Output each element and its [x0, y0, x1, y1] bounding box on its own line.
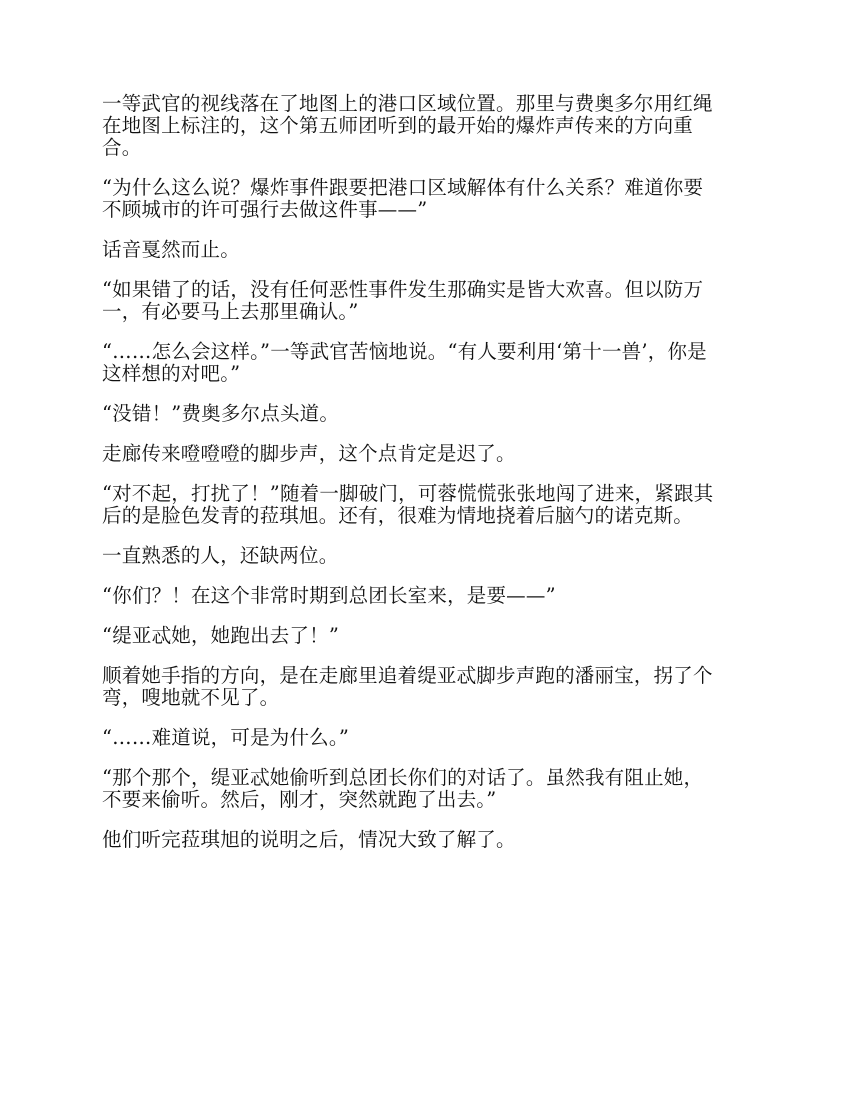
paragraph-13: “……难道说，可是为什么。”	[102, 726, 349, 749]
paragraph-9: 一直熟悉的人，还缺两位。	[102, 544, 339, 567]
paragraph-10: “你们？！在这个非常时期到总团长室来，是要——”	[102, 584, 556, 607]
paragraph-8: “对不起，打扰了！”随着一脚破门，可蓉慌慌张张地闯了进来，紧跟其 后的是脸色发青的菈琪旭。还有，很难为情地挠着后脑勺的诺克斯。	[102, 482, 714, 527]
paragraph-12: 顺着她手指的方向，是在走廊里追着缇亚忒脚步声跑的潘丽宝，拐了个 弯，嗖地就不见了。	[102, 664, 713, 709]
paragraph-7: 走廊传来噔噔噔的脚步声，这个点肯定是迟了。	[102, 442, 516, 465]
paragraph-15: 他们听完菈琪旭的说明之后，情况大致了解了。	[102, 828, 516, 851]
paragraph-2: “为什么这么说？爆炸事件跟要把港口区域解体有什么关系？难道你要 不顾城市的许可强行去做这件事——”	[102, 176, 704, 221]
document-body	[102, 93, 752, 869]
paragraph-1: 一等武官的视线落在了地图上的港口区域位置。那里与费奥多尔用红绳 在地图上标注的，这个第五师团听到的最开始的爆炸声传来的方向重 合。	[102, 92, 713, 159]
paragraph-5: “……怎么会这样。”一等武官苦恼地说。“有人要利用‘第十一兽’，你是 这样想的对吧。”	[102, 340, 707, 385]
paragraph-3: 话音戛然而止。	[102, 238, 240, 261]
paragraph-11: “缇亚忒她，她跑出去了！”	[102, 624, 340, 647]
paragraph-6: “没错！”费奥多尔点头道。	[102, 402, 340, 425]
paragraph-14: “那个那个，缇亚忒她偷听到总团长你们的对话了。虽然我有阻止她， 不要来偷听。然后，刚才，突然就跑了出去。”	[102, 766, 704, 811]
paragraph-4: “如果错了的话，没有任何恶性事件发生那确实是皆大欢喜。但以防万 一，有必要马上去那里确认。”	[102, 278, 704, 323]
